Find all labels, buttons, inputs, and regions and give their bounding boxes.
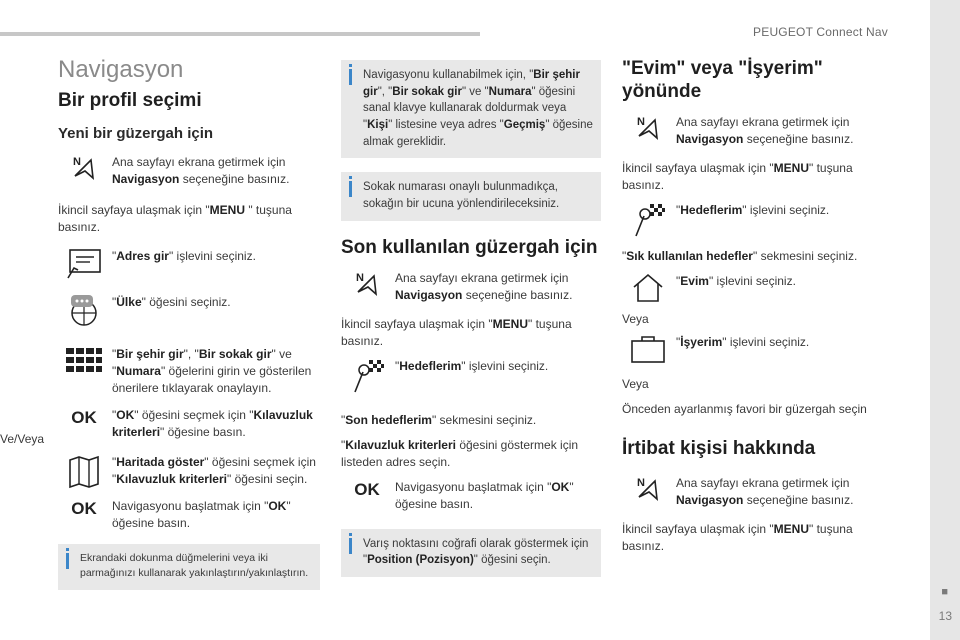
step-text: " öğesini seçiniz.	[141, 295, 231, 310]
svg-text:N: N	[356, 271, 364, 284]
step-open-navigation	[58, 154, 320, 188]
ok-glyph: OK	[71, 408, 97, 428]
para-text: İkincil sayfaya ulaşmak için "	[622, 160, 774, 175]
step-open-navigation	[622, 114, 884, 148]
step-text: Ana sayfayı ekrana getirmek için	[395, 270, 569, 285]
heading-home-work: "Evim" veya "İşyerim" yönünde	[622, 58, 823, 102]
menu-keyword: MENU	[492, 316, 528, 331]
paragraph-menu	[58, 202, 320, 236]
ok-icon	[58, 498, 110, 520]
step-text: "	[112, 408, 117, 423]
step-text: Ana sayfayı ekrana getirmek için	[676, 114, 850, 129]
step-keyword: Kılavuzluk kriterleri	[116, 472, 227, 487]
step-text: " öğesine basın.	[395, 479, 574, 511]
step-text: "	[676, 202, 681, 217]
keyboard-icon	[58, 346, 110, 374]
step-enter-address	[58, 248, 320, 280]
para-text: " sekmesini seçiniz.	[431, 412, 537, 427]
map-icon	[58, 454, 110, 490]
step-keyword: Numara	[116, 364, 161, 379]
step-text: " öğesini seçin.	[226, 472, 308, 487]
para-text: " sekmesini seçiniz.	[752, 248, 858, 263]
step-text: "	[112, 249, 117, 264]
step-text: " öğelerini girin ve gösterilen önerilere tıklayarak onaylayın.	[112, 364, 312, 396]
paragraph-choose-address	[341, 437, 601, 471]
home-icon	[622, 273, 674, 303]
or-label: Ve/Veya	[0, 432, 45, 447]
note-keyword: Position (Pozisyon)	[367, 554, 474, 567]
para-text: "	[341, 412, 346, 427]
paragraph-recent-tab	[341, 412, 601, 429]
step-keyword: Hedeflerim	[399, 358, 462, 373]
step-keyword: Navigasyon	[676, 492, 744, 507]
or-label: Veya	[622, 311, 649, 326]
column-middle	[341, 60, 601, 577]
para-text: " tuşuna basınız.	[341, 316, 572, 348]
para-text: " tuşuna basınız.	[58, 202, 292, 234]
step-start-navigation	[341, 479, 601, 513]
header-rule	[0, 32, 480, 36]
step-text: "	[112, 295, 117, 310]
tab-keyword: Sık kullanılan hedefler	[626, 248, 753, 263]
menu-keyword: MENU	[209, 202, 245, 217]
step-text: " işlevini seçiniz.	[742, 202, 830, 217]
step-keyword: Bir şehir gir	[116, 347, 184, 362]
note-keyword: Bir şehir gir	[363, 69, 580, 98]
para-text: " tuşuna basınız.	[622, 160, 853, 192]
tab-keyword: Son hedeflerim	[345, 412, 432, 427]
step-text: "	[112, 347, 117, 362]
step-keyword: OK	[551, 479, 570, 494]
destination-flag-icon	[622, 202, 674, 238]
step-text: " işlevini seçiniz.	[708, 273, 796, 288]
paragraph-menu	[341, 316, 601, 350]
step-text: " işlevini seçiniz.	[461, 358, 549, 373]
step-select-country	[58, 294, 320, 328]
step-text: "	[395, 358, 400, 373]
page-marker: ■	[941, 586, 948, 598]
step-show-on-map	[58, 454, 320, 490]
para-text: İkincil sayfaya ulaşmak için "	[341, 316, 493, 331]
step-keyword: Evim	[680, 273, 709, 288]
note-keyword: Kişi	[367, 119, 389, 132]
step-keyword: Hedeflerim	[680, 202, 743, 217]
note-text: " öğesine almak gereklidir.	[363, 119, 593, 148]
step-text: Ana sayfayı ekrana getirmek için	[676, 475, 850, 490]
subheading-new-route: Yeni bir güzergah için	[58, 124, 214, 142]
step-text: seçeneğine basınız.	[743, 131, 854, 146]
para-text: "	[341, 437, 346, 452]
svg-text:N: N	[637, 476, 645, 489]
note-text: Navigasyonu kullanabilmek için, "	[363, 69, 534, 81]
note-keyword: Bir sokak gir	[392, 85, 462, 98]
destination-flag-icon	[341, 358, 393, 394]
para-text: İkincil sayfaya ulaşmak için "	[58, 202, 210, 217]
step-keyword: Ülke	[116, 295, 142, 310]
address-entry-icon	[58, 248, 110, 280]
step-text: " öğesine basın.	[160, 425, 246, 440]
step-text: "	[112, 455, 117, 470]
step-keyword: OK	[116, 408, 135, 423]
step-keyword: Kılavuzluk kriterleri	[112, 408, 313, 440]
page-number: 13	[938, 609, 952, 623]
info-icon	[349, 69, 352, 85]
note-text: " öğesini sanal klavye kullanarak doldurmak veya "	[363, 85, 576, 132]
step-text: "	[676, 273, 681, 288]
step-text: " öğesini seçmek için "	[134, 408, 254, 423]
column-left	[0, 56, 320, 590]
svg-text:N: N	[73, 155, 81, 168]
step-text: seçeneğine basınız.	[743, 492, 854, 507]
step-keyword: Navigasyon	[112, 171, 180, 186]
step-text: " öğesine basın.	[112, 499, 291, 531]
menu-keyword: MENU	[773, 160, 809, 175]
paragraph-menu	[622, 521, 884, 555]
navigation-icon	[622, 475, 674, 501]
step-enter-city-street	[58, 346, 320, 397]
step-text: " öğesini seçmek için "	[112, 455, 316, 487]
note-text: Ekrandaki dokunma düğmelerini veya iki parmağınızı kullanarak yakınlaştırın/yakınlaştırın.	[80, 552, 309, 580]
info-note-position	[341, 529, 601, 577]
step-text: Navigasyonu başlatmak için "	[112, 499, 269, 514]
page-header-title: PEUGEOT Connect Nav	[753, 25, 888, 39]
info-note-street-number	[341, 172, 601, 220]
info-icon	[349, 538, 352, 554]
info-note-required-fields	[341, 60, 601, 158]
info-icon	[66, 553, 69, 569]
note-keyword: Geçmiş	[503, 119, 546, 132]
navigation-icon	[622, 114, 674, 140]
ok-glyph: OK	[71, 499, 97, 519]
step-text: seçeneğine basınız.	[462, 287, 573, 302]
step-my-destinations	[622, 202, 884, 238]
navigation-icon	[341, 270, 393, 296]
section-title: Navigasyon	[58, 56, 184, 83]
para-keyword: Kılavuzluk kriterleri	[345, 437, 456, 452]
or-label: Veya	[622, 376, 649, 391]
step-home	[622, 273, 884, 303]
note-text: ", "	[377, 85, 393, 98]
step-keyword: Adres gir	[116, 249, 169, 264]
step-keyword: Bir sokak gir	[198, 347, 272, 362]
step-open-navigation	[341, 270, 601, 304]
paragraph-preset-favorite: Önceden ayarlanmış favori bir güzergah seçin	[622, 401, 867, 416]
paragraph-favorites-tab	[622, 248, 884, 265]
note-keyword: Numara	[488, 85, 532, 98]
step-text: seçeneğine basınız.	[179, 171, 290, 186]
step-open-navigation	[622, 475, 884, 509]
note-text: Sokak numarası onaylı bulunmadıkça, sokağın bir ucuna yönlendirileceksiniz.	[363, 181, 560, 211]
step-text: " işlevini seçiniz.	[168, 249, 256, 264]
note-text: Varış noktasını coğrafi olarak göstermek için "	[363, 537, 589, 567]
navigation-icon	[58, 154, 110, 180]
step-keyword: Navigasyon	[676, 131, 744, 146]
step-text: Navigasyonu başlatmak için "	[395, 479, 552, 494]
heading-recent-route: Son kullanılan güzergah için	[341, 236, 598, 258]
menu-keyword: MENU	[773, 521, 809, 536]
step-keyword: OK	[268, 499, 287, 514]
info-note-zoom	[58, 544, 320, 589]
step-keyword: Haritada göster	[116, 455, 205, 470]
info-icon	[349, 181, 352, 197]
step-text: Ana sayfayı ekrana getirmek için	[112, 154, 286, 169]
step-text: "	[676, 334, 681, 349]
ok-glyph: OK	[354, 479, 380, 499]
step-text: " işlevini seçiniz.	[722, 334, 810, 349]
column-right	[622, 58, 884, 563]
paragraph-menu	[622, 160, 884, 194]
ok-icon	[341, 479, 393, 501]
note-text: " ve "	[461, 85, 489, 98]
para-text: öğesini göstermek için listeden adres seçin.	[341, 437, 579, 469]
briefcase-icon	[622, 334, 674, 364]
para-text: "	[622, 248, 627, 263]
step-start-navigation	[58, 498, 320, 532]
note-text: " öğesini seçin.	[473, 554, 551, 567]
note-text: " listesine veya adres "	[388, 119, 504, 132]
country-icon	[58, 294, 110, 328]
step-work	[622, 334, 884, 364]
heading-contact: İrtibat kişisi hakkında	[622, 437, 816, 459]
step-text: ", "	[183, 347, 199, 362]
para-text: İkincil sayfaya ulaşmak için "	[622, 521, 774, 536]
page-side-band	[930, 0, 960, 640]
ok-icon	[58, 407, 110, 429]
step-keyword: İşyerim	[680, 334, 723, 349]
para-text: " tuşuna basınız.	[622, 521, 853, 553]
heading-profile-selection: Bir profil seçimi	[58, 89, 202, 111]
step-my-destinations	[341, 358, 601, 394]
step-keyword: Navigasyon	[395, 287, 463, 302]
step-text: " ve "	[112, 347, 292, 379]
svg-text:N: N	[637, 115, 645, 128]
